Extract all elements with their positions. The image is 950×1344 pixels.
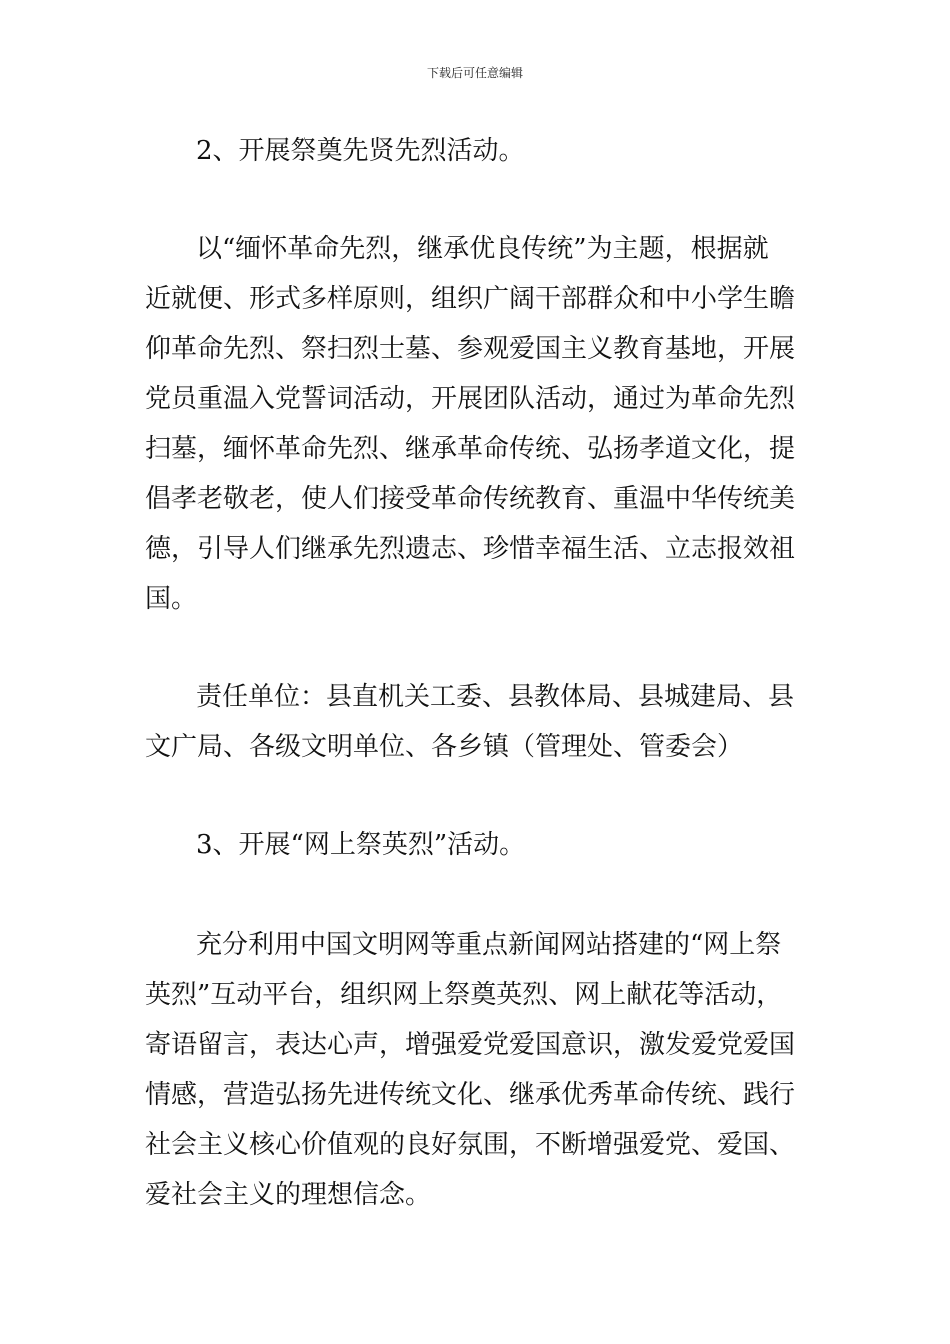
paragraph-line: 英烈”互动平台，组织网上祭奠英烈、网上献花等活动，	[145, 980, 783, 1010]
paragraph-line: 扫墓，缅怀革命先烈、继承革命传统、弘扬孝道文化，提	[145, 434, 796, 464]
paragraph-line: 近就便、形式多样原则，组织广阔干部群众和中小学生瞻	[145, 284, 796, 314]
section-heading-3: 3、开展“网上祭英烈”活动。	[196, 830, 526, 860]
section-heading-2: 2、开展祭奠先贤先烈活动。	[196, 136, 525, 166]
paragraph-line: 德，引导人们继承先烈遗志、珍惜幸福生活、立志报效祖	[145, 534, 796, 564]
responsibility-line: 责任单位：县直机关工委、县教体局、县城建局、县	[196, 682, 795, 712]
responsibility-line: 文广局、各级文明单位、各乡镇（管理处、管委会）	[145, 732, 744, 762]
paragraph-line: 倡孝老敬老，使人们接受革命传统教育、重温中华传统美	[145, 484, 796, 514]
paragraph-line: 社会主义核心价值观的良好氛围，不断增强爱党、爱国、	[145, 1130, 796, 1160]
paragraph-line: 以“缅怀革命先烈，继承优良传统”为主题，根据就	[196, 234, 769, 264]
paragraph-line: 党员重温入党誓词活动，开展团队活动，通过为革命先烈	[145, 384, 796, 414]
header-note: 下载后可任意编辑	[426, 66, 523, 80]
paragraph-line: 国。	[145, 584, 198, 614]
paragraph-line: 仰革命先烈、祭扫烈士墓、参观爱国主义教育基地，开展	[145, 334, 796, 364]
paragraph-line: 情感，营造弘扬先进传统文化、继承优秀革命传统、践行	[145, 1080, 796, 1110]
paragraph-line: 爱社会主义的理想信念。	[145, 1180, 432, 1210]
paragraph-line: 寄语留言，表达心声，增强爱党爱国意识，激发爱党爱国	[145, 1030, 796, 1060]
paragraph-line: 充分利用中国文明网等重点新闻网站搭建的“网上祭	[196, 930, 782, 960]
